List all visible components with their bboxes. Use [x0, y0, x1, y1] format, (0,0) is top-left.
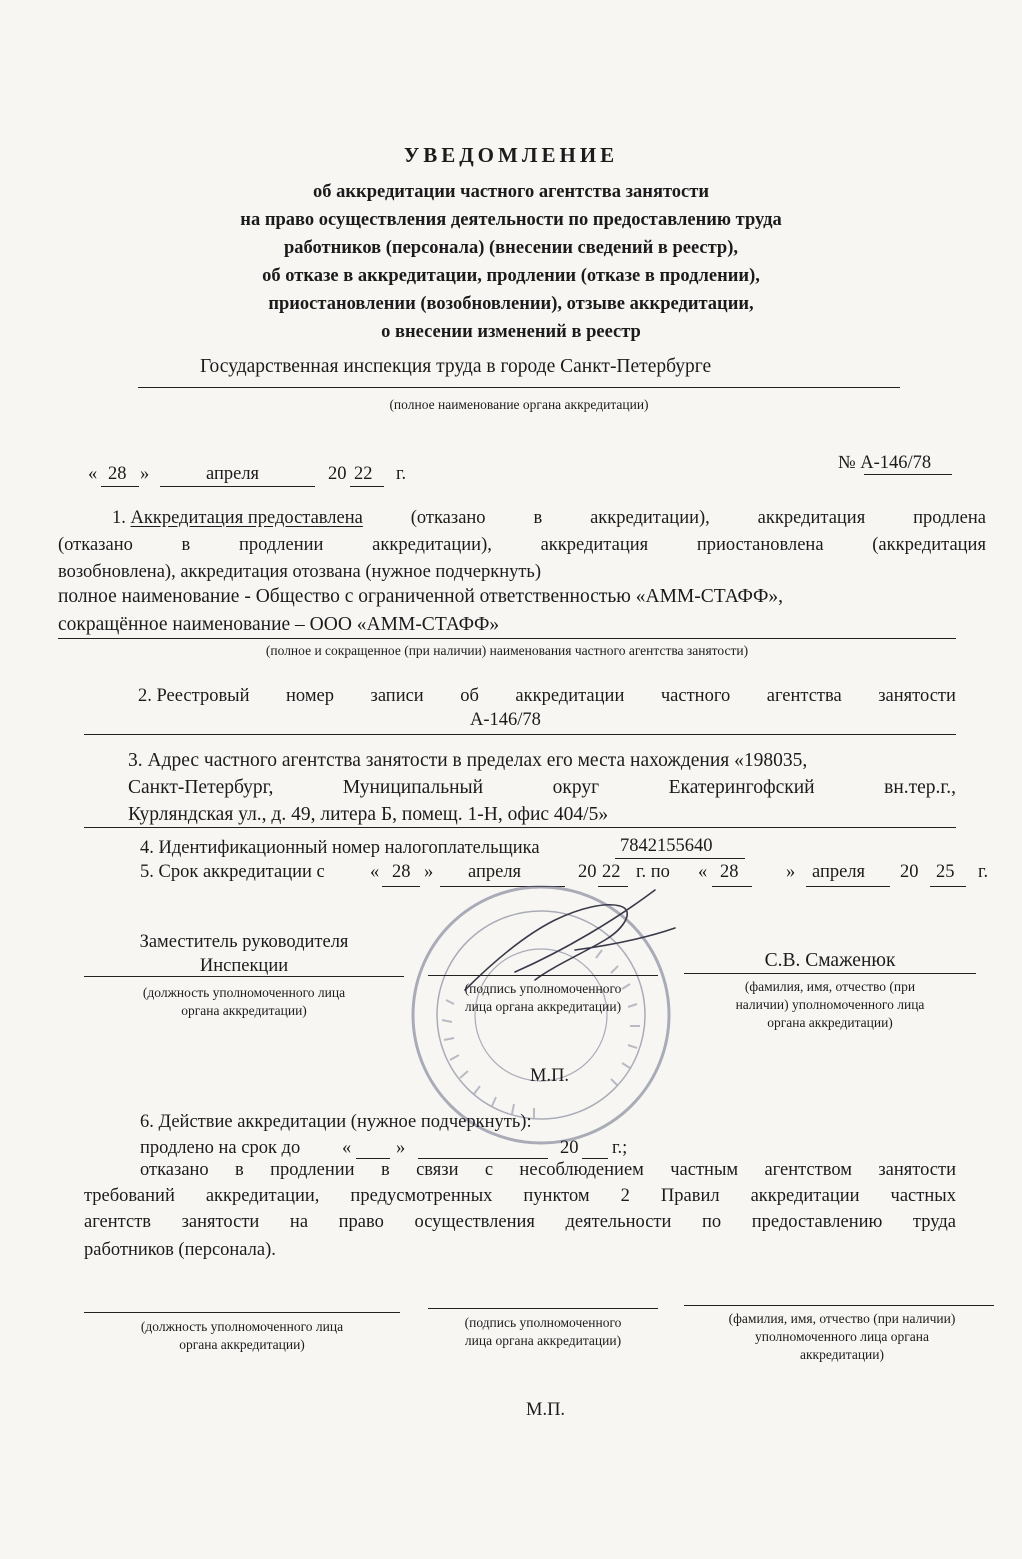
- caption-line: (должность уполномоченного лица: [142, 985, 346, 1000]
- year-underline: [350, 486, 384, 487]
- section-2-label: [138, 686, 956, 707]
- word: требований: [84, 1186, 175, 1206]
- word: по: [702, 1212, 722, 1232]
- section-1-number: 1.: [112, 508, 126, 528]
- signature-underline-2: [428, 1308, 658, 1309]
- refusal-line-4: работников (персонала).: [84, 1240, 276, 1260]
- word: вн.тер.г.,: [884, 777, 956, 798]
- word: продлении: [239, 535, 324, 555]
- agency-full-name: полное наименование - Общество с ограниченной ответственностью «АММ-СТАФФ»,: [58, 586, 783, 607]
- section-1-line-2: [58, 535, 986, 556]
- position-underline-2: [84, 1312, 400, 1313]
- caption-line: органа аккредитации): [179, 1337, 305, 1352]
- word: 2. Реестровый: [138, 686, 250, 706]
- extension-label: продлено на срок до: [140, 1138, 301, 1158]
- subtitle-line: о внесении изменений в реестр: [381, 322, 641, 342]
- subtitle-line: об аккредитации частного агентства занятости: [313, 182, 709, 202]
- section-1-line-1: [112, 508, 986, 529]
- caption-line: (должность уполномоченного лица: [140, 1319, 344, 1334]
- extension-year-underline: [582, 1158, 608, 1159]
- word: аккредитация: [757, 508, 866, 528]
- authority-underline: [138, 387, 900, 388]
- registry-number: № А-146/78: [838, 453, 932, 473]
- subtitle-line: на право осуществления деятельности по предоставлению труда: [240, 210, 782, 230]
- word: предоставлению: [751, 1212, 883, 1232]
- refusal-line-3: [84, 1212, 956, 1233]
- caption-line: аккредитации): [800, 1347, 884, 1362]
- period-to-open-quote: «: [698, 862, 708, 882]
- word: труда: [912, 1212, 956, 1232]
- word: продлена: [913, 508, 986, 528]
- period-from-close-quote: »: [424, 862, 434, 882]
- word: аккредитации: [515, 686, 625, 706]
- section-1-line-3: возобновлена), аккредитация отозвана (нужное подчеркнуть): [58, 562, 542, 582]
- inn-underline: [615, 858, 745, 859]
- word: деятельности: [565, 1212, 672, 1232]
- word: на: [289, 1212, 309, 1232]
- word: об: [460, 686, 479, 706]
- name-underline-2: [684, 1305, 994, 1306]
- document-title: УВЕДОМЛЕНИЕ: [403, 143, 619, 167]
- word: аккредитации: [750, 1186, 860, 1206]
- word: предусмотренных: [350, 1186, 493, 1206]
- word: приостановлена: [696, 535, 824, 555]
- period-to-year-unit: г.: [978, 862, 989, 882]
- date-close-quote: »: [140, 464, 150, 484]
- period-to-year: 25: [936, 862, 955, 882]
- word: Муниципальный: [342, 777, 484, 798]
- caption-line: органа аккредитации): [181, 1003, 307, 1018]
- word: Екатерингофский: [668, 777, 815, 798]
- address-underline: [84, 827, 956, 828]
- caption-line: (подпись уполномоченного: [464, 1315, 622, 1330]
- name-underline: [684, 973, 976, 974]
- word: с: [484, 1160, 494, 1180]
- word: в: [533, 508, 543, 528]
- word: частного: [660, 686, 731, 706]
- to-year-underline: [930, 886, 966, 887]
- period-from-month: апреля: [468, 862, 522, 882]
- date-year-prefix: 20: [328, 464, 347, 484]
- document-subtitle: [0, 178, 1022, 346]
- word: связи: [416, 1160, 459, 1180]
- inn-value: 7842155640: [620, 836, 713, 856]
- word: занятости: [878, 1160, 956, 1180]
- caption-line: лица органа аккредитации): [464, 999, 622, 1014]
- word: (отказано: [410, 508, 486, 528]
- caption-line: органа аккредитации): [767, 1015, 893, 1030]
- period-from-year-prefix: 20: [578, 862, 597, 882]
- word: Санкт-Петербург,: [128, 777, 274, 798]
- seal-place-label: М.П.: [530, 1066, 570, 1086]
- period-to-month: апреля: [812, 862, 866, 882]
- word: продлении: [270, 1160, 355, 1180]
- subtitle-line: об отказе в аккредитации, продлении (отказе в продлении),: [262, 266, 760, 286]
- word: Правил: [660, 1186, 720, 1206]
- refusal-line-1: [140, 1160, 956, 1181]
- date-month: апреля: [206, 464, 260, 484]
- signer-name: С.В. Смаженюк: [764, 950, 896, 971]
- period-from-day: 28: [392, 862, 411, 882]
- period-to-year-prefix: 20: [900, 862, 919, 882]
- word: агентства: [766, 686, 842, 706]
- subtitle-line: приостановлении (возобновлении), отзыве аккредитации,: [268, 294, 754, 314]
- accreditation-authority: Государственная инспекция труда в городе Санкт-Петербурге: [200, 356, 712, 377]
- word: аккредитации,: [205, 1186, 320, 1206]
- period-from-year: 22: [602, 862, 621, 882]
- word: занятости: [181, 1212, 260, 1232]
- signature-caption: [428, 980, 658, 1016]
- date-year-unit: г.: [396, 464, 407, 484]
- word: право: [338, 1212, 384, 1232]
- signer-position: [84, 930, 404, 978]
- word: округ: [552, 777, 600, 798]
- word: в: [380, 1160, 390, 1180]
- agency-name-caption: (полное и сокращенное (при наличии) наименования частного агентства занятости): [265, 643, 749, 658]
- address-line-2: [128, 777, 956, 799]
- extension-open-quote: «: [342, 1138, 352, 1158]
- word: аккредитации),: [372, 535, 492, 555]
- signer-position-line: Заместитель руководителя: [139, 932, 349, 952]
- period-from-open-quote: «: [370, 862, 380, 882]
- word: (аккредитация: [872, 535, 986, 555]
- period-to-close-quote: »: [786, 862, 796, 882]
- date-year: 22: [354, 464, 373, 484]
- inn-label: 4. Идентификационный номер налогоплательщика: [140, 838, 540, 858]
- month-underline: [160, 486, 315, 487]
- subtitle-line: работников (персонала) (внесении сведений в реестр),: [283, 238, 739, 258]
- word: в: [235, 1160, 244, 1180]
- authority-caption: (полное наименование органа аккредитации): [389, 397, 649, 412]
- extension-year-prefix: 20: [560, 1138, 579, 1158]
- word: агентством: [764, 1160, 852, 1180]
- word: аккредитация: [540, 535, 649, 555]
- position-caption: [84, 984, 404, 1020]
- word: частных: [890, 1186, 956, 1206]
- extension-day-underline: [356, 1158, 390, 1159]
- caption-line: (фамилия, имя, отчество (при: [744, 979, 916, 994]
- date-day: 28: [108, 464, 127, 484]
- extension-year-unit: г.;: [612, 1138, 628, 1158]
- word: номер: [286, 686, 334, 706]
- refusal-line-2: [84, 1186, 956, 1207]
- word: 2: [620, 1186, 630, 1206]
- accreditation-granted: Аккредитация предоставлена: [130, 508, 363, 528]
- position-caption-2: [84, 1318, 400, 1354]
- date-open-quote: «: [88, 464, 98, 484]
- to-month-underline: [806, 886, 890, 887]
- word: осуществления: [414, 1212, 535, 1232]
- period-until-label: г. по: [636, 862, 670, 882]
- word: аккредитации),: [590, 508, 710, 528]
- agency-name-underline: [58, 638, 956, 639]
- caption-line: наличии) уполномоченного лица: [735, 997, 925, 1012]
- agency-short-name: сокращённое наименование – ООО «АММ-СТАФФ»: [58, 614, 500, 635]
- period-label: 5. Срок аккредитации с: [140, 862, 325, 882]
- word: несоблюдением: [519, 1160, 644, 1180]
- name-caption: [684, 978, 976, 1032]
- word: пунктом: [523, 1186, 590, 1206]
- period-to-day: 28: [720, 862, 739, 882]
- word: отказано: [140, 1160, 209, 1180]
- signature-underline: [428, 975, 658, 976]
- extension-close-quote: »: [396, 1138, 406, 1158]
- position-underline: [84, 976, 404, 977]
- caption-line: лица органа аккредитации): [464, 1333, 622, 1348]
- seal-place-label-2: М.П.: [526, 1400, 566, 1420]
- registry-number-underline: [864, 474, 952, 475]
- caption-line: уполномоченного лица органа: [754, 1329, 930, 1344]
- address-line-3: Курляндская ул., д. 49, литера Б, помещ. 1-Н, офис 404/5»: [128, 804, 609, 825]
- day-underline: [101, 486, 139, 487]
- extension-month-underline: [418, 1158, 548, 1159]
- word: агентств: [84, 1212, 152, 1232]
- caption-line: (фамилия, имя, отчество (при наличии): [728, 1311, 956, 1326]
- word: в: [181, 535, 191, 555]
- word: занятости: [878, 686, 956, 706]
- caption-line: (подпись уполномоченного: [464, 981, 622, 996]
- registry-record-underline: [84, 734, 956, 735]
- signer-position-line: Инспекции: [199, 956, 289, 976]
- word: (отказано: [58, 535, 133, 555]
- name-caption-2: [684, 1310, 1000, 1364]
- word: записи: [370, 686, 424, 706]
- to-day-underline: [712, 886, 752, 887]
- signature-caption-2: [428, 1314, 658, 1350]
- section-6-title: 6. Действие аккредитации (нужное подчеркнуть):: [140, 1112, 532, 1132]
- word: частным: [670, 1160, 739, 1180]
- registry-record-number: А-146/78: [470, 710, 541, 730]
- address-line-1: 3. Адрес частного агентства занятости в пределах его места нахождения «198035,: [128, 750, 808, 771]
